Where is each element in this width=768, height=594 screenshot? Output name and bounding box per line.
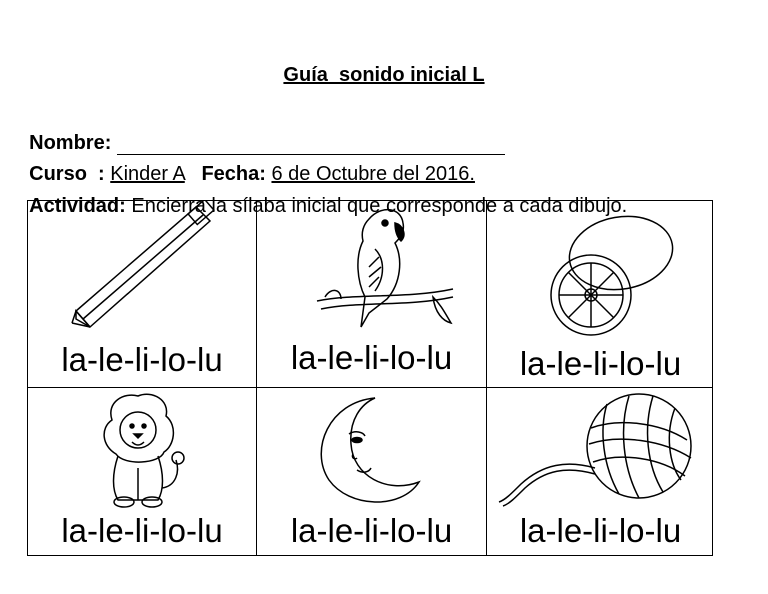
moon-icon bbox=[257, 388, 486, 512]
exercise-cell bbox=[487, 201, 714, 387]
pencil-icon bbox=[28, 201, 256, 341]
syllable-options: la-le-li-lo-lu bbox=[519, 512, 682, 549]
syllable-options: la-le-li-lo-lu bbox=[290, 512, 453, 549]
yarn-ball-icon bbox=[487, 388, 714, 512]
exercise-cell bbox=[257, 201, 486, 387]
syllable-options: la-le-li-lo-lu bbox=[519, 345, 682, 382]
date-value: 6 de Octubre del 2016. bbox=[271, 163, 475, 185]
exercise-cell bbox=[28, 201, 256, 387]
exercise-cell bbox=[257, 388, 486, 556]
activity-text: Encierra la sílaba inicial que corresponde a cada dibujo. bbox=[131, 195, 628, 217]
course-label: Curso : bbox=[29, 163, 105, 185]
lemon-icon bbox=[487, 201, 714, 341]
exercise-grid bbox=[27, 200, 713, 556]
exercise-cell bbox=[28, 388, 256, 556]
course-value: Kinder A bbox=[110, 163, 185, 185]
lion-icon bbox=[28, 388, 256, 512]
date-label: Fecha: bbox=[201, 163, 266, 185]
syllable-options: la-le-li-lo-lu bbox=[61, 512, 223, 549]
activity-label: Actividad: bbox=[29, 195, 126, 217]
syllable-options: la-le-li-lo-lu bbox=[61, 341, 223, 378]
page-title: Guía sonido inicial L bbox=[283, 64, 485, 86]
exercise-cell bbox=[487, 388, 714, 556]
parrot-icon bbox=[257, 201, 486, 341]
syllable-options: la-le-li-lo-lu bbox=[290, 339, 453, 376]
name-label: Nombre: bbox=[29, 132, 112, 154]
